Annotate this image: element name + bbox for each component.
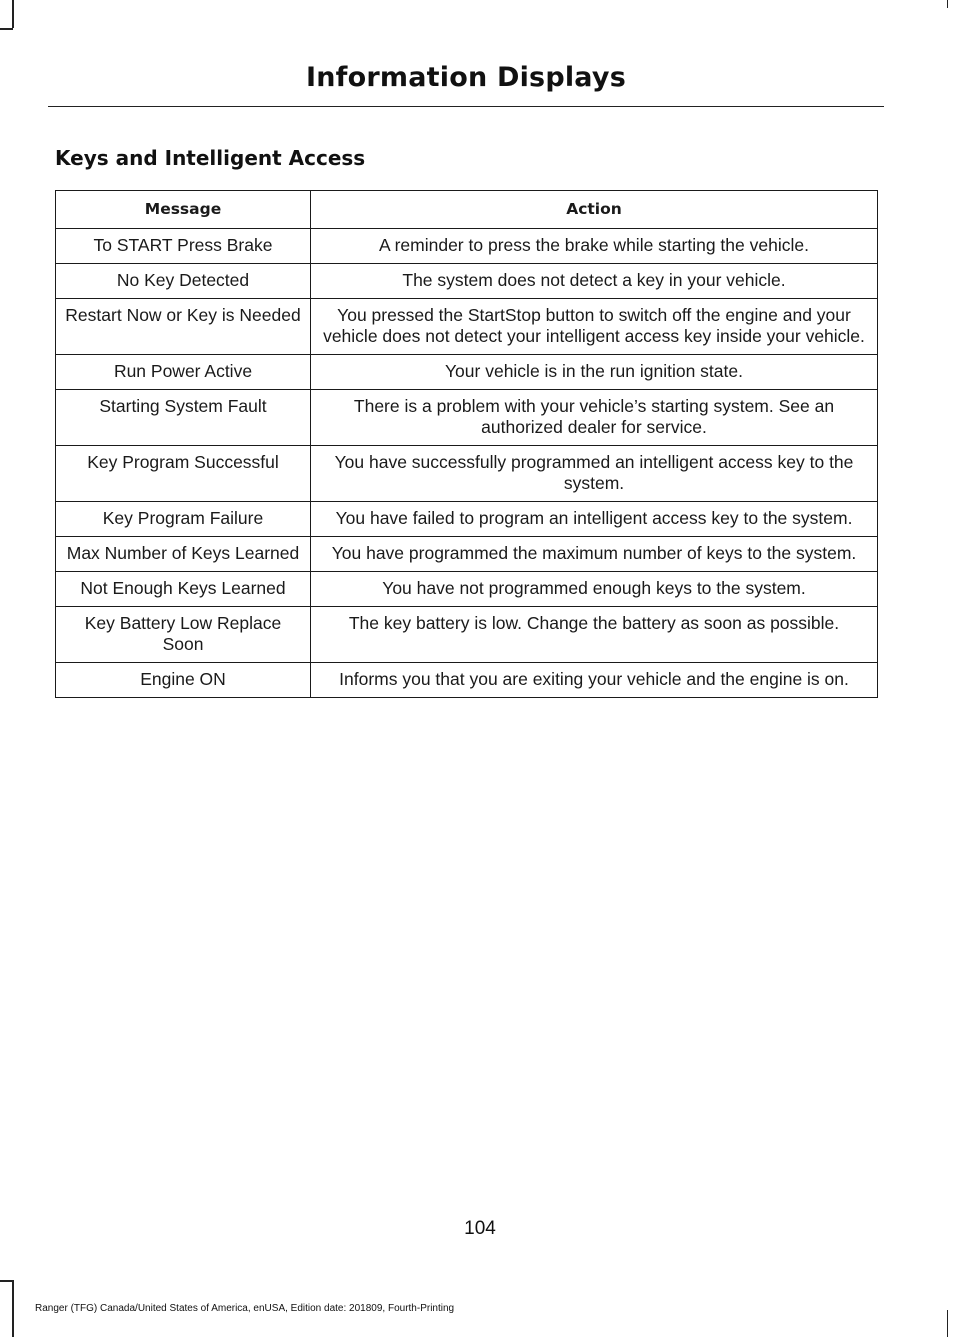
table-header-row	[56, 191, 878, 229]
table-row	[56, 607, 878, 663]
header-divider	[48, 106, 884, 107]
message-cell: Max Number of Keys Learned	[56, 537, 311, 572]
action-cell: You have failed to program an intelligent access key to the system.	[311, 502, 878, 537]
table-row	[56, 390, 878, 446]
action-cell: You have successfully programmed an intelligent access key to the system.	[311, 446, 878, 502]
message-cell: Starting System Fault	[56, 390, 311, 446]
message-cell: Engine ON	[56, 663, 311, 698]
messages-table	[55, 190, 878, 698]
crop-mark-bottom-left-vertical	[12, 1280, 14, 1337]
message-cell: No Key Detected	[56, 264, 311, 299]
message-cell: Run Power Active	[56, 355, 311, 390]
action-cell: The key battery is low. Change the battery as soon as possible.	[311, 607, 878, 663]
table-row	[56, 663, 878, 698]
page-header	[48, 58, 884, 108]
action-cell: You pressed the StartStop button to switch off the engine and your vehicle does not detect your intelligent access key inside your vehicle.	[311, 299, 878, 355]
table-row	[56, 502, 878, 537]
message-cell: Not Enough Keys Learned	[56, 572, 311, 607]
action-cell: The system does not detect a key in your vehicle.	[311, 264, 878, 299]
action-cell: Your vehicle is in the run ignition state.	[311, 355, 878, 390]
message-cell: Restart Now or Key is Needed	[56, 299, 311, 355]
message-cell: To START Press Brake	[56, 229, 311, 264]
crop-mark-bottom-left-horizontal	[0, 1280, 13, 1282]
edition-footer: Ranger (TFG) Canada/United States of America, enUSA, Edition date: 201809, Fourth-Printing	[35, 1303, 455, 1314]
crop-mark-top-left-horizontal	[0, 28, 13, 30]
action-cell: You have not programmed enough keys to the system.	[311, 572, 878, 607]
page-number: 104	[464, 1218, 496, 1239]
table-row	[56, 355, 878, 390]
crop-mark-top-right	[947, 0, 948, 8]
column-header-message: Message	[56, 191, 311, 229]
table-row	[56, 299, 878, 355]
table-row	[56, 446, 878, 502]
table-row	[56, 572, 878, 607]
crop-mark-top-left-vertical	[12, 0, 14, 28]
column-header-action: Action	[311, 191, 878, 229]
table-row	[56, 229, 878, 264]
message-cell: Key Program Failure	[56, 502, 311, 537]
action-cell: There is a problem with your vehicle’s starting system. See an authorized dealer for service.	[311, 390, 878, 446]
table-row	[56, 537, 878, 572]
action-cell: Informs you that you are exiting your vehicle and the engine is on.	[311, 663, 878, 698]
action-cell: A reminder to press the brake while starting the vehicle.	[311, 229, 878, 264]
crop-mark-bottom-right	[947, 1310, 948, 1337]
section-title: Keys and Intelligent Access	[55, 146, 366, 170]
page-title: Information Displays	[306, 62, 626, 93]
message-cell: Key Program Successful	[56, 446, 311, 502]
table-row	[56, 264, 878, 299]
message-cell: Key Battery Low Replace Soon	[56, 607, 311, 663]
action-cell: You have programmed the maximum number of keys to the system.	[311, 537, 878, 572]
